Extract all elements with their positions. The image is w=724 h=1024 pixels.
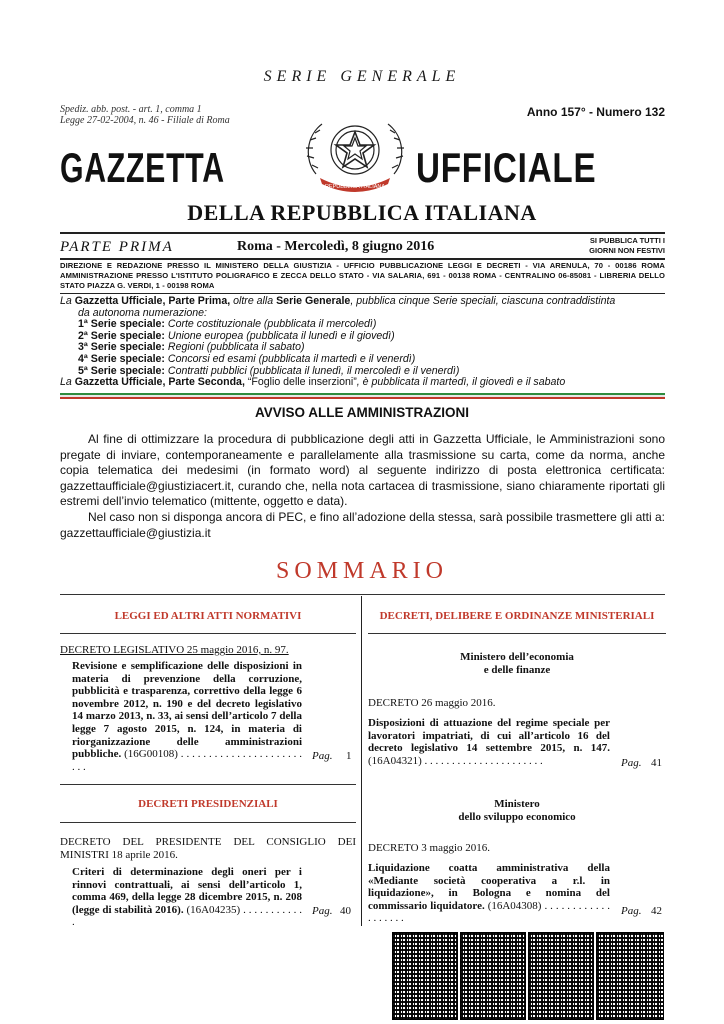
section-head-leggi: LEGGI ED ALTRI ATTI NORMATIVI: [114, 610, 302, 622]
decreto-title: DECRETO 3 maggio 2016.: [368, 842, 491, 854]
qr-code-icon: [596, 932, 664, 1020]
serie-item: 4ª Serie speciale: Concorsi ed esami (pubblicata il martedì e il venerdì): [78, 352, 416, 365]
divider: [60, 293, 665, 294]
decreto-summary: Liquidazione coatta amministrativa della «Mediante società cooperativa a r.l. in liquidazione», in Bologna e nomina del commissario liquidatore. (16A04308) . . . . . . . . . . . . . . . . . . .: [368, 862, 611, 925]
page-label: Pag.: [621, 905, 642, 917]
page-number: 42: [651, 905, 662, 917]
masthead-title-left: GAZZETTA: [60, 144, 225, 191]
spedizione-line: Spediz. abb. post. - art. 1, comma 1: [60, 104, 202, 115]
page-number: 40: [340, 905, 351, 917]
spedizione-note: [60, 104, 230, 126]
parte-prima: PARTE PRIMA: [60, 239, 174, 255]
avviso-paragraph: Nel caso non si disponga ancora di PEC, e fino all’adozione della stessa, sarà possibile trasmettere gli atti a: gazzettaufficiale@giustizia.it: [60, 509, 665, 540]
anno-numero: Anno 157° - Numero 132: [526, 105, 665, 119]
page-number: 1: [346, 750, 352, 762]
issue-date: Roma - Mercoledì, 8 giugno 2016: [237, 239, 435, 254]
decreto-summary: Disposizioni di attuazione del regime speciale per lavoratori impatriati, di cui all’articolo 16 del decreto legislativo 14 settembre 2015, n. 147. (16A04321) . . . . . . . . . . . . . . . . . . . . . .: [368, 717, 610, 767]
page-number: 41: [651, 757, 662, 769]
intro-line: da autonoma numerazione:: [78, 306, 207, 319]
masthead-subtitle: DELLA REPUBBLICA ITALIANA: [187, 200, 537, 225]
series-intro: [60, 296, 665, 389]
decreto-summary: Revisione e semplificazione delle disposizioni in materia di prevenzione della corruzione, pubblicità e trasparenza, correttivo della legge 6 novembre 2012, n. 190 e del decreto legislativo 14 marzo 2013, n. 33, ai sensi dell’articolo 7 della legge 7 agosto 2015, n. 124, in materia di riorganizzazione delle amministrazioni pubbliche. (16G00108) . . . . . . . . . . . . . . . . . . . . . . . . .: [72, 660, 303, 773]
page-label: Pag.: [312, 905, 333, 917]
decreto-title: DECRETO DEL PRESIDENTE DEL CONSIGLIO DEI MINISTRI 18 aprile 2016.: [60, 836, 356, 861]
section-head-decreti: DECRETI, DELIBERE E ORDINANZE MINISTERIALI: [379, 610, 655, 622]
tricolor-divider: [60, 393, 665, 399]
avviso-title: AVVISO ALLE AMMINISTRAZIONI: [255, 405, 469, 420]
intro-line: La Gazzetta Ufficiale, Parte Seconda, “Foglio delle inserzioni”, è pubblicata il martedì, il giovedì e il sabato: [60, 376, 566, 389]
qr-code-icon: [460, 932, 526, 1020]
serie-item: 5ª Serie speciale: Contratti pubblici (pubblicata il lunedì, il mercoledì e il venerdì): [78, 364, 460, 377]
publication-frequency: [560, 236, 665, 256]
ministero-heading: Ministero dello sviluppo economico: [458, 798, 576, 823]
column-divider: [361, 596, 362, 926]
divider: [60, 633, 356, 634]
serie-generale: SERIE GENERALE: [263, 68, 461, 85]
frequency-line: SI PUBBLICA TUTTI I: [589, 236, 665, 245]
decreto-summary: Criteri di determinazione degli oneri per i rinnovi contrattuali, ai sensi dell’articolo 1, comma 469, della legge 28 dicembre 2015, n. 208 (legge di stabilità 2016). (16A04235) . . . . . . . . . . . .: [72, 866, 303, 929]
qr-code-icon: [528, 932, 594, 1020]
divider: [60, 594, 665, 595]
spedizione-line: Legge 27-02-2004, n. 46 - Filiale di Roma: [60, 115, 230, 126]
divider: [60, 258, 665, 260]
qr-code-icon: [392, 932, 458, 1020]
emblem-icon: [296, 112, 414, 196]
page-label: Pag.: [312, 750, 333, 762]
emblem-ribbon-text: REPUBBLICA ITALIANA: [324, 184, 386, 190]
decreto-title: DECRETO LEGISLATIVO 25 maggio 2016, n. 97.: [60, 644, 289, 656]
serie-item: 3ª Serie speciale: Regioni (pubblicata il sabato): [78, 341, 305, 354]
masthead-title-right: UFFICIALE: [416, 144, 597, 191]
decreto-title: DECRETO 26 maggio 2016.: [368, 697, 496, 709]
editorial-address: DIREZIONE E REDAZIONE PRESSO IL MINISTERO DELLA GIUSTIZIA - UFFICIO PUBBLICAZIONE LEGGI E DECRETI - VIA ARENULA, 70 - 00186 ROMA AMMINISTRAZIONE PRESSO L'ISTITUTO POLIGRAFICO E ZECCA DELLO STATO - VIA SALARIA, 691 - 00138 ROMA - CENTRALINO 06-85081 - LIBRERIA DELLO STATO PIAZZA G. VERDI, 1 - 00198 ROMA: [60, 261, 665, 291]
divider: [60, 784, 356, 785]
divider: [60, 822, 356, 823]
divider: [368, 633, 666, 634]
section-head-presidenziali: DECRETI PRESIDENZIALI: [138, 798, 278, 810]
avviso-body: [60, 432, 665, 541]
frequency-line: GIORNI NON FESTIVI: [589, 246, 665, 255]
sommario-title: SOMMARIO: [275, 558, 449, 584]
serie-item: 2ª Serie speciale: Unione europea (pubblicata il lunedì e il giovedì): [78, 329, 395, 342]
ministero-heading: Ministero dell’economia e delle finanze: [460, 651, 574, 676]
page-label: Pag.: [621, 757, 642, 769]
avviso-paragraph: Al fine di ottimizzare la procedura di pubblicazione degli atti in Gazzetta Ufficiale, le Amministrazioni sono pregate di inviare, contemporaneamente e parallelamente alla trasmissione su carta, come da norma, anche copia telematica dei medesimi (in formato word) al seguente indirizzo di posta elettronica certificata: gazzettaufficiale@giustiziacert.it, curando che, nella nota cartacea di trasmissione, siano chiaramente riportati gli estremi dell’invio telematico (mittente, oggetto e data).: [60, 432, 665, 509]
intro-line: La Gazzetta Ufficiale, Parte Prima, oltre alla Serie Generale, pubblica cinque Serie speciali, ciascuna contraddistinta: [60, 295, 616, 307]
serie-item: 1ª Serie speciale: Corte costituzionale (pubblicata il mercoledì): [78, 318, 377, 331]
divider: [60, 232, 665, 234]
